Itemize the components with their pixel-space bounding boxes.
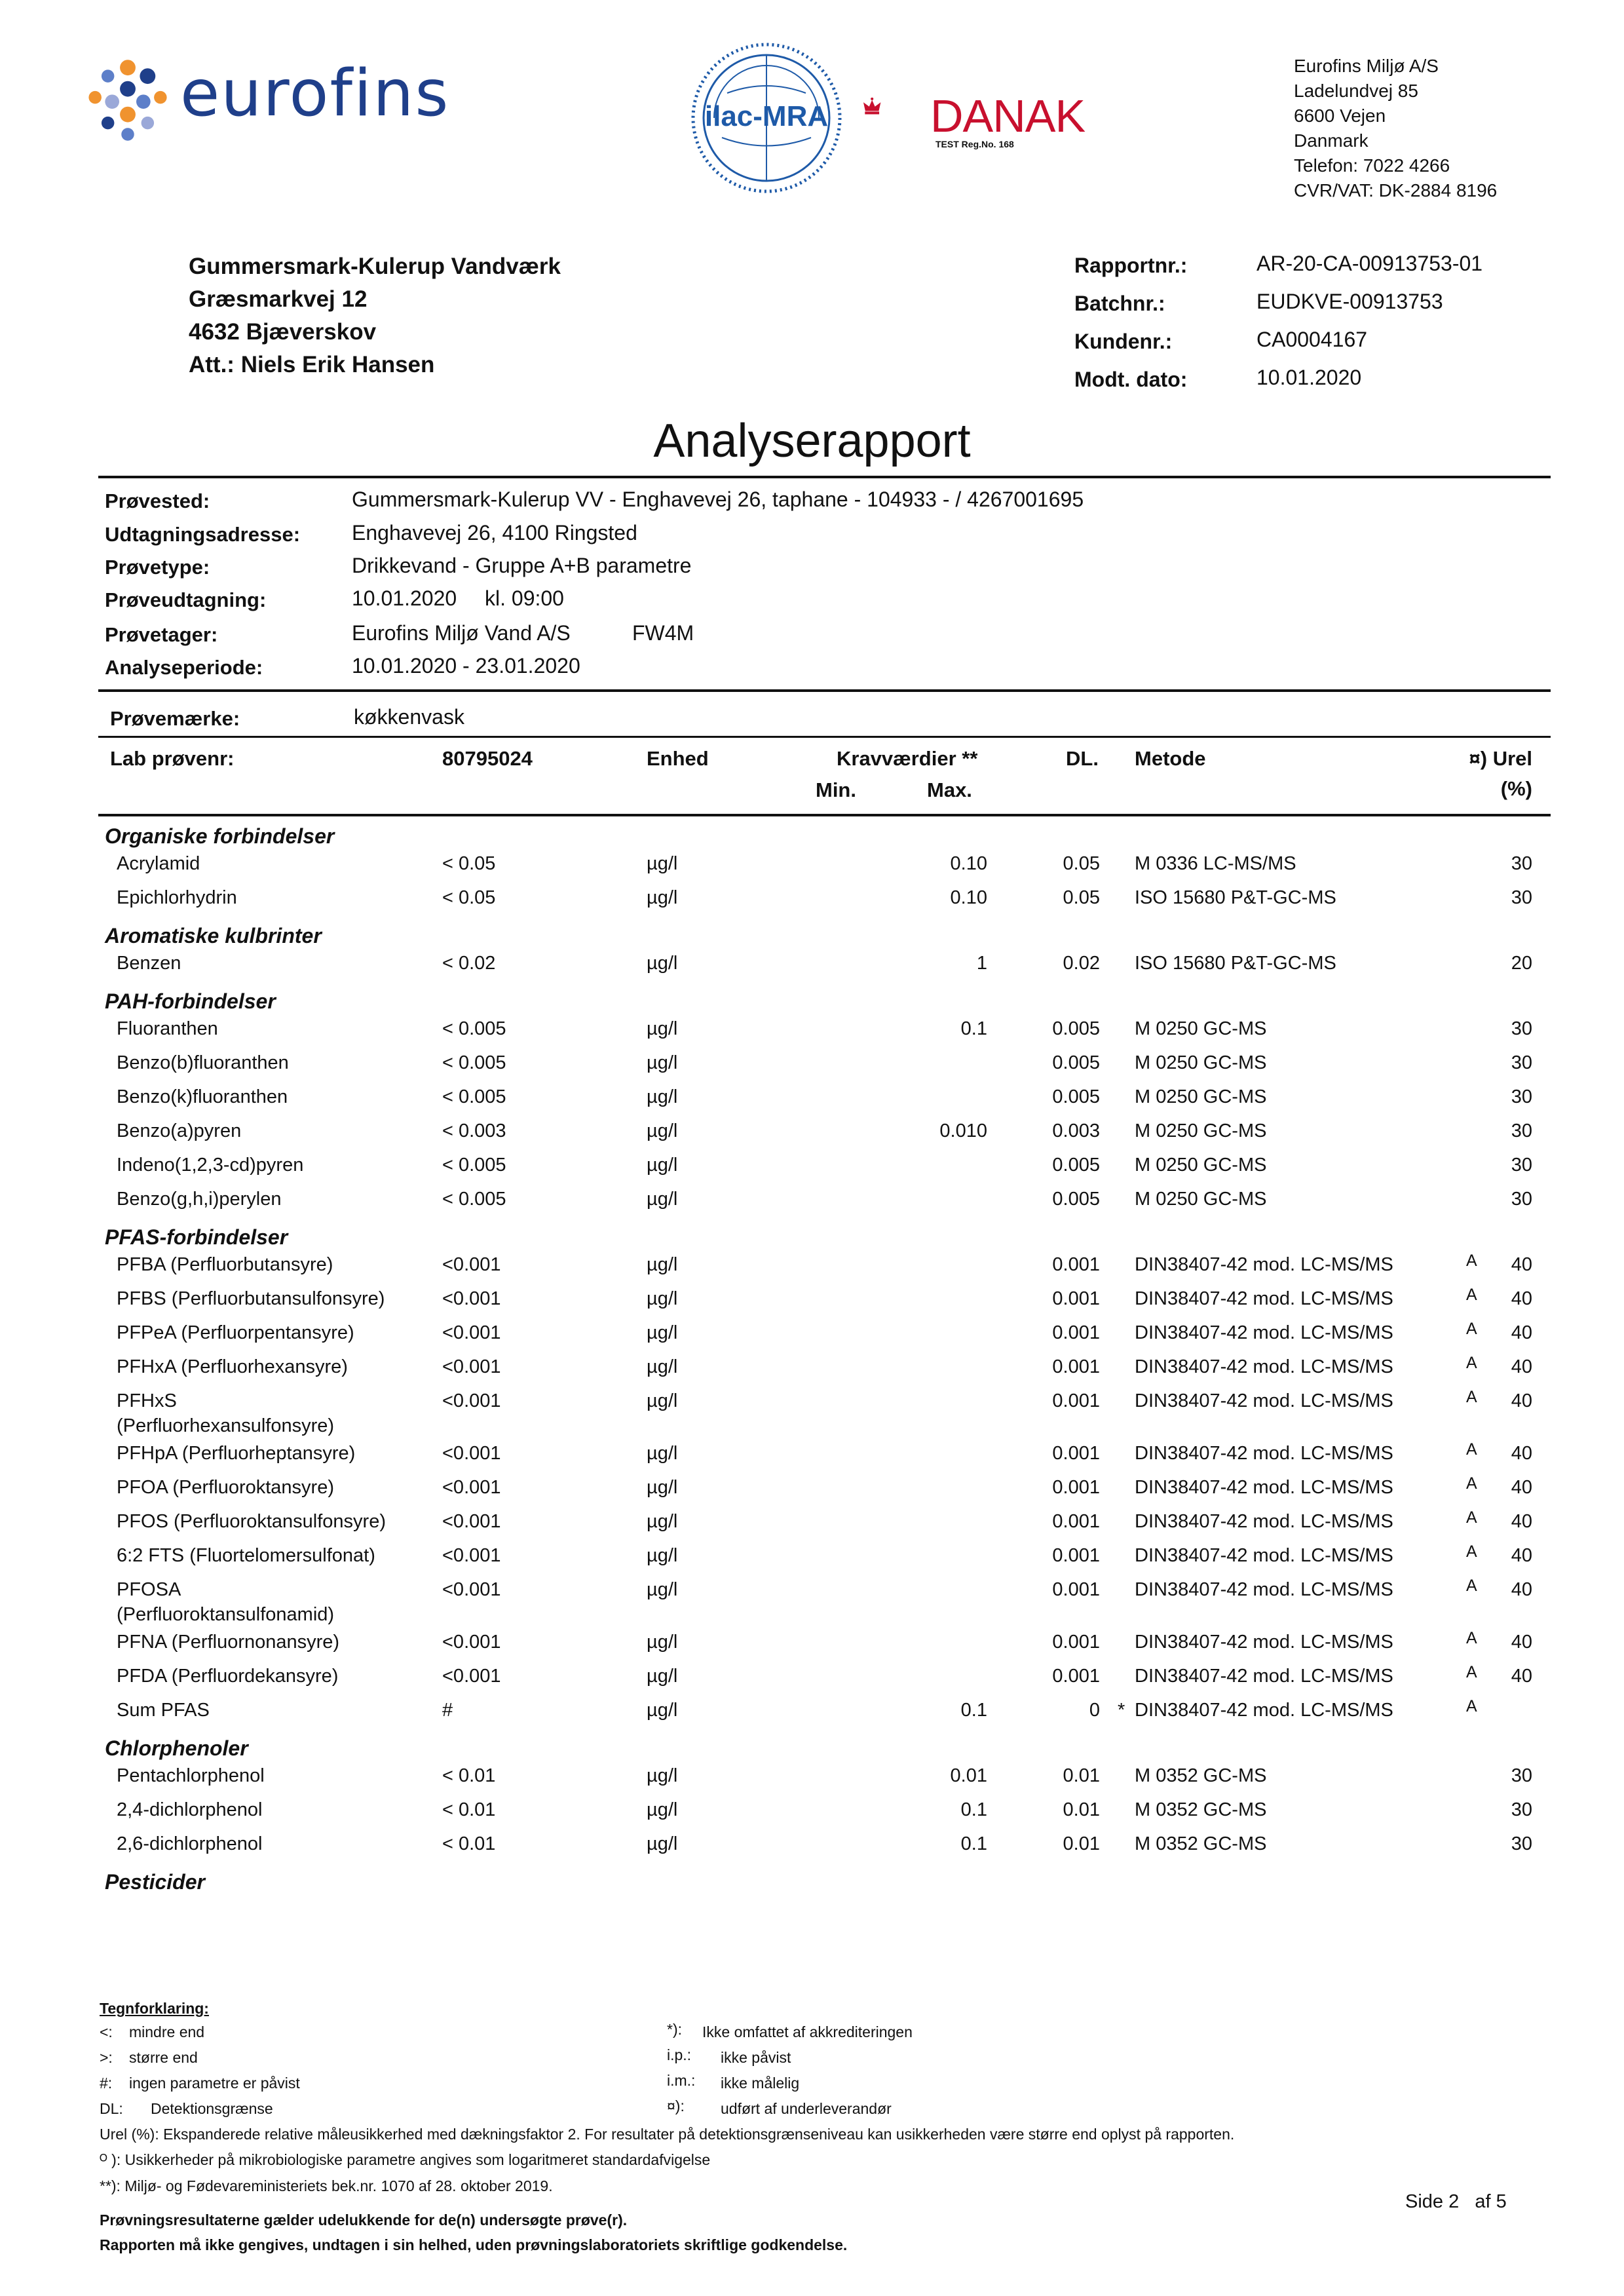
limits-header: Kravværdier ** (837, 747, 978, 770)
row-unit: µg/l (647, 1700, 678, 1721)
row-method: M 0250 GC-MS (1135, 1052, 1267, 1073)
row-unit: µg/l (647, 1155, 678, 1176)
row-name: PFOS (Perfluoroktansulfonsyre) (117, 1511, 386, 1532)
legend-text: ikke påvist (721, 2049, 791, 2066)
row-name: PFHxS (117, 1390, 177, 1411)
report-info-value: AR-20-CA-00913753-01 (1256, 252, 1483, 275)
row-method: DIN38407-42 mod. LC-MS/MS (1135, 1579, 1393, 1600)
row-urel: 40 (1511, 1322, 1532, 1343)
row-dl: 0.005 (1052, 1018, 1100, 1039)
legend-note: **): Miljø- og Fødevareministeriets bek.nr. 1070 af 28. oktober 2019. (100, 2177, 553, 2194)
legend-symbol: *): (667, 2021, 682, 2038)
row-value: < 0.005 (442, 1018, 506, 1039)
row-max: 0.1 (960, 1833, 987, 1854)
row-name: Benzo(a)pyren (117, 1120, 242, 1141)
row-unit: µg/l (647, 1579, 678, 1600)
min-header: Min. (816, 778, 856, 801)
row-value: < 0.05 (442, 853, 496, 874)
row-max: 0.01 (950, 1765, 987, 1786)
row-urel: 30 (1511, 1765, 1532, 1786)
row-dl: 0.005 (1052, 1189, 1100, 1210)
row-value: <0.001 (442, 1322, 501, 1343)
legend-bold-note: Prøvningsresultaterne gælder udelukkende for de(n) undersøgte prøve(r). (100, 2211, 628, 2229)
row-method: DIN38407-42 mod. LC-MS/MS (1135, 1545, 1393, 1566)
row-method: DIN38407-42 mod. LC-MS/MS (1135, 1322, 1393, 1343)
row-dl: 0.001 (1052, 1666, 1100, 1687)
sample-mark-value: køkkenvask (354, 705, 464, 729)
current-page: 2 (1448, 2191, 1460, 2212)
section-title: PAH-forbindelser (105, 989, 276, 1013)
row-unit: µg/l (647, 1189, 678, 1210)
sample-info-label: Prøvested: (105, 489, 210, 512)
row-method: M 0352 GC-MS (1135, 1765, 1267, 1786)
row-subcontractor: A (1466, 1629, 1477, 1647)
row-subcontractor: A (1466, 1508, 1477, 1527)
legend-symbol: i.m.: (667, 2072, 696, 2089)
row-dl: 0.01 (1063, 1833, 1100, 1854)
row-unit: µg/l (647, 1390, 678, 1411)
row-unit: µg/l (647, 1018, 678, 1039)
row-urel: 30 (1511, 1833, 1532, 1854)
row-name: PFOSA (117, 1579, 181, 1600)
ilac-label: ilac-MRA (704, 100, 829, 132)
section-title: Aromatiske kulbrinter (105, 924, 322, 947)
row-max: 1 (976, 953, 987, 974)
customer-line: Gummersmark-Kulerup Vandværk (189, 254, 561, 279)
row-name: Benzo(g,h,i)perylen (117, 1189, 282, 1210)
row-dl: 0.003 (1052, 1120, 1100, 1141)
sample-info-value: Drikkevand - Gruppe A+B parametre (352, 554, 692, 577)
row-unit: µg/l (647, 1322, 678, 1343)
row-urel: 40 (1511, 1632, 1532, 1653)
row-value: < 0.01 (442, 1833, 496, 1854)
row-method: M 0352 GC-MS (1135, 1833, 1267, 1854)
row-unit: µg/l (647, 1765, 678, 1786)
row-subcontractor: A (1466, 1286, 1477, 1304)
danak-crown-icon (861, 75, 927, 141)
row-unit: µg/l (647, 1086, 678, 1107)
row-name: Pentachlorphenol (117, 1765, 265, 1786)
row-subcontractor: A (1466, 1697, 1477, 1715)
report-info-value: CA0004167 (1256, 328, 1368, 351)
row-urel: 30 (1511, 1052, 1532, 1073)
legend-symbol: DL: (100, 2100, 123, 2117)
row-method: DIN38407-42 mod. LC-MS/MS (1135, 1700, 1393, 1721)
row-method: DIN38407-42 mod. LC-MS/MS (1135, 1254, 1393, 1275)
row-unit: µg/l (647, 1356, 678, 1377)
row-value: <0.001 (442, 1545, 501, 1566)
sample-info-label: Prøvetager: (105, 623, 218, 646)
row-subcontractor: A (1466, 1354, 1477, 1372)
row-subcontractor: A (1466, 1320, 1477, 1338)
row-dl: 0.01 (1063, 1799, 1100, 1820)
customer-line: Att.: Niels Erik Hansen (189, 352, 435, 377)
row-urel: 30 (1511, 887, 1532, 908)
row-name: Benzen (117, 953, 181, 974)
row-dl: 0.01 (1063, 1765, 1100, 1786)
row-unit: µg/l (647, 1511, 678, 1532)
row-urel: 40 (1511, 1356, 1532, 1377)
row-method: DIN38407-42 mod. LC-MS/MS (1135, 1390, 1393, 1411)
row-dl: 0.005 (1052, 1052, 1100, 1073)
row-value: < 0.01 (442, 1765, 496, 1786)
address-line: Telefon: 7022 4266 (1294, 155, 1450, 176)
row-value: < 0.005 (442, 1155, 506, 1176)
row-value: < 0.003 (442, 1120, 506, 1141)
row-urel: 30 (1511, 853, 1532, 874)
legend-text: ingen parametre er påvist (129, 2075, 300, 2092)
legend-text: ikke målelig (721, 2075, 800, 2092)
row-dl: 0.05 (1063, 887, 1100, 908)
sample-info-label: Analyseperiode: (105, 656, 263, 679)
row-urel: 40 (1511, 1511, 1532, 1532)
danak-reg-no: TEST Reg.No. 168 (935, 139, 1014, 149)
sample-info-value: Eurofins Miljø Vand A/S (352, 621, 571, 645)
address-line: Danmark (1294, 130, 1369, 151)
row-value: # (442, 1700, 453, 1721)
row-name: Sum PFAS (117, 1700, 210, 1721)
row-method: ISO 15680 P&T-GC-MS (1135, 887, 1336, 908)
urel-header: ¤) Urel (1469, 747, 1532, 770)
row-unit: µg/l (647, 1443, 678, 1464)
row-name: Fluoranthen (117, 1018, 218, 1039)
lab-no-label: Lab prøvenr: (110, 747, 235, 770)
sample-info-value: 10.01.2020 - 23.01.2020 (352, 654, 580, 678)
row-value: < 0.005 (442, 1189, 506, 1210)
row-value: <0.001 (442, 1254, 501, 1275)
row-value: <0.001 (442, 1632, 501, 1653)
row-dl: 0.001 (1052, 1322, 1100, 1343)
method-header: Metode (1135, 747, 1206, 770)
row-name-cont: (Perfluoroktansulfonamid) (117, 1604, 335, 1625)
legend-text: Ikke omfattet af akkrediteringen (702, 2023, 913, 2040)
row-name: Benzo(b)fluoranthen (117, 1052, 289, 1073)
row-value: <0.001 (442, 1288, 501, 1309)
row-unit: µg/l (647, 1833, 678, 1854)
row-name: PFBA (Perfluorbutansyre) (117, 1254, 333, 1275)
row-unit: µg/l (647, 1632, 678, 1653)
side-label: Side (1405, 2191, 1444, 2212)
address-line: CVR/VAT: DK-2884 8196 (1294, 180, 1498, 201)
row-name: PFHpA (Perfluorheptansyre) (117, 1443, 356, 1464)
unit-header: Enhed (647, 747, 709, 770)
of-label: af (1475, 2191, 1491, 2212)
legend-text: mindre end (129, 2023, 205, 2040)
row-subcontractor: A (1466, 1663, 1477, 1681)
row-value: < 0.005 (442, 1052, 506, 1073)
divider (98, 476, 1551, 478)
row-method: DIN38407-42 mod. LC-MS/MS (1135, 1356, 1393, 1377)
address-line: Eurofins Miljø A/S (1294, 56, 1439, 76)
row-dl: 0.02 (1063, 953, 1100, 974)
row-value: <0.001 (442, 1579, 501, 1600)
row-method: ISO 15680 P&T-GC-MS (1135, 953, 1336, 974)
legend-symbol: <: (100, 2023, 113, 2040)
row-subcontractor: A (1466, 1474, 1477, 1493)
row-subcontractor: A (1466, 1577, 1477, 1595)
row-dl: 0.001 (1052, 1390, 1100, 1411)
row-urel: 40 (1511, 1390, 1532, 1411)
row-method: M 0250 GC-MS (1135, 1120, 1267, 1141)
legend-symbol: ¤): (667, 2097, 685, 2114)
row-urel: 30 (1511, 1086, 1532, 1107)
row-unit: µg/l (647, 1288, 678, 1309)
row-name: PFOA (Perfluoroktansyre) (117, 1477, 334, 1498)
row-urel: 40 (1511, 1443, 1532, 1464)
legend-symbol: i.p.: (667, 2046, 692, 2063)
row-value: <0.001 (442, 1511, 501, 1532)
divider (98, 814, 1551, 816)
customer-line: Græsmarkvej 12 (189, 286, 368, 312)
total-pages: 5 (1496, 2191, 1507, 2212)
row-unit: µg/l (647, 1799, 678, 1820)
row-star: * (1118, 1700, 1125, 1721)
lab-address (1294, 54, 1497, 203)
max-header: Max. (927, 778, 972, 801)
row-name: 2,6-dichlorphenol (117, 1833, 263, 1854)
address-line: 6600 Vejen (1294, 105, 1386, 126)
urel-pct-header: (%) (1500, 777, 1532, 800)
address-line: Ladelundvej 85 (1294, 81, 1418, 101)
row-urel: 30 (1511, 1018, 1532, 1039)
legend-title: Tegnforklaring: (100, 2000, 209, 2017)
row-value: <0.001 (442, 1477, 501, 1498)
report-info-value: 10.01.2020 (1256, 366, 1362, 389)
eurofins-wordmark: eurofins (180, 56, 450, 131)
row-value: <0.001 (442, 1356, 501, 1377)
legend-text: Detektionsgrænse (151, 2100, 273, 2117)
row-value: < 0.01 (442, 1799, 496, 1820)
row-dl: 0.05 (1063, 853, 1100, 874)
row-method: DIN38407-42 mod. LC-MS/MS (1135, 1288, 1393, 1309)
row-urel: 30 (1511, 1155, 1532, 1176)
sample-info-label: Prøvetype: (105, 556, 210, 579)
row-value: < 0.02 (442, 953, 496, 974)
section-title: PFAS-forbindelser (105, 1225, 288, 1249)
row-unit: µg/l (647, 1254, 678, 1275)
dl-header: DL. (1066, 747, 1099, 770)
sample-info-label: Udtagningsadresse: (105, 523, 301, 546)
row-unit: µg/l (647, 1477, 678, 1498)
row-method: DIN38407-42 mod. LC-MS/MS (1135, 1632, 1393, 1653)
row-dl: 0.001 (1052, 1443, 1100, 1464)
row-urel: 40 (1511, 1545, 1532, 1566)
row-name: Indeno(1,2,3-cd)pyren (117, 1155, 304, 1176)
row-urel: 20 (1511, 953, 1532, 974)
legend-note: Urel (%): Ekspanderede relative måleusikkerhed med dækningsfaktor 2. For resultater på detektionsgrænseniveau kan usikkerheden være større end oplyst på rapporten. (100, 2126, 1235, 2143)
customer-line: 4632 Bjæverskov (189, 319, 377, 345)
row-name: 2,4-dichlorphenol (117, 1799, 263, 1820)
row-dl: 0.001 (1052, 1288, 1100, 1309)
row-unit: µg/l (647, 1052, 678, 1073)
row-unit: µg/l (647, 887, 678, 908)
row-method: M 0250 GC-MS (1135, 1086, 1267, 1107)
row-name: PFNA (Perfluornonansyre) (117, 1632, 340, 1653)
row-value: <0.001 (442, 1390, 501, 1411)
section-title: Chlorphenoler (105, 1736, 248, 1760)
row-unit: µg/l (647, 953, 678, 974)
row-name: PFPeA (Perfluorpentansyre) (117, 1322, 354, 1343)
report-info-label: Kundenr.: (1074, 330, 1173, 353)
row-value: < 0.05 (442, 887, 496, 908)
row-dl: 0.001 (1052, 1632, 1100, 1653)
row-urel: 40 (1511, 1666, 1532, 1687)
row-urel: 40 (1511, 1288, 1532, 1309)
row-method: M 0250 GC-MS (1135, 1155, 1267, 1176)
row-unit: µg/l (647, 1666, 678, 1687)
page-title: Analyserapport (653, 415, 971, 467)
row-subcontractor: A (1466, 1388, 1477, 1406)
row-max: 0.1 (960, 1018, 987, 1039)
row-name: PFHxA (Perfluorhexansyre) (117, 1356, 348, 1377)
divider (98, 736, 1551, 738)
legend-bold-note: Rapporten må ikke gengives, undtagen i sin helhed, uden prøvningslaboratoriets skriftlige godkendelse. (100, 2236, 848, 2253)
row-dl: 0.001 (1052, 1254, 1100, 1275)
legend-symbol: >: (100, 2049, 113, 2066)
row-max: 0.1 (960, 1700, 987, 1721)
row-unit: µg/l (647, 1120, 678, 1141)
danak-wordmark: DANAK (930, 90, 1086, 142)
row-subcontractor: A (1466, 1440, 1477, 1459)
eurofins-logo-icon (85, 58, 170, 143)
ilac-mra-seal-icon (688, 39, 845, 197)
row-name: PFDA (Perfluordekansyre) (117, 1666, 339, 1687)
section-title: Pesticider (105, 1870, 205, 1894)
legend-note: ᴼ ): Usikkerheder på mikrobiologiske parametre angives som logaritmeret standardafvigelse (100, 2151, 711, 2168)
report-info-label: Rapportnr.: (1074, 254, 1188, 277)
row-name: Acrylamid (117, 853, 200, 874)
customer-address (189, 250, 561, 381)
row-unit: µg/l (647, 853, 678, 874)
report-info-label: Modt. dato: (1074, 368, 1188, 391)
report-info-value: EUDKVE-00913753 (1256, 290, 1443, 313)
row-method: M 0250 GC-MS (1135, 1018, 1267, 1039)
row-dl: 0.001 (1052, 1356, 1100, 1377)
row-value: < 0.005 (442, 1086, 506, 1107)
row-dl: 0.005 (1052, 1155, 1100, 1176)
row-dl: 0 (1089, 1700, 1100, 1721)
page-number (1405, 2191, 1507, 2213)
row-urel: 40 (1511, 1477, 1532, 1498)
section-title: Organiske forbindelser (105, 824, 335, 848)
row-unit: µg/l (647, 1545, 678, 1566)
row-dl: 0.005 (1052, 1086, 1100, 1107)
row-method: DIN38407-42 mod. LC-MS/MS (1135, 1443, 1393, 1464)
sample-info-value: 10.01.2020 (352, 586, 457, 610)
row-max: 0.010 (939, 1120, 987, 1141)
row-subcontractor: A (1466, 1542, 1477, 1561)
row-max: 0.1 (960, 1799, 987, 1820)
row-urel: 30 (1511, 1189, 1532, 1210)
row-name: Benzo(k)fluoranthen (117, 1086, 288, 1107)
row-dl: 0.001 (1052, 1477, 1100, 1498)
row-dl: 0.001 (1052, 1545, 1100, 1566)
row-method: M 0250 GC-MS (1135, 1189, 1267, 1210)
sample-info-extra: kl. 09:00 (485, 586, 564, 610)
row-name: PFBS (Perfluorbutansulfonsyre) (117, 1288, 385, 1309)
row-method: M 0352 GC-MS (1135, 1799, 1267, 1820)
legend-text: større end (129, 2049, 198, 2066)
lab-no: 80795024 (442, 747, 533, 770)
row-method: M 0336 LC-MS/MS (1135, 853, 1296, 874)
report-info-label: Batchnr.: (1074, 292, 1165, 315)
row-max: 0.10 (950, 853, 987, 874)
sample-info-value: Enghavevej 26, 4100 Ringsted (352, 521, 637, 545)
sample-info-value: Gummersmark-Kulerup VV - Enghavevej 26, taphane - 104933 - / 4267001695 (352, 488, 1084, 511)
row-dl: 0.001 (1052, 1579, 1100, 1600)
sample-mark-label: Prøvemærke: (110, 707, 240, 730)
legend-text: udført af underleverandør (721, 2100, 892, 2117)
row-urel: 40 (1511, 1579, 1532, 1600)
row-urel: 40 (1511, 1254, 1532, 1275)
row-name-cont: (Perfluorhexansulfonsyre) (117, 1415, 335, 1436)
row-name: Epichlorhydrin (117, 887, 237, 908)
sample-info-extra: FW4M (632, 621, 694, 645)
row-method: DIN38407-42 mod. LC-MS/MS (1135, 1477, 1393, 1498)
row-name: 6:2 FTS (Fluortelomersulfonat) (117, 1545, 375, 1566)
row-urel: 30 (1511, 1799, 1532, 1820)
row-max: 0.10 (950, 887, 987, 908)
row-method: DIN38407-42 mod. LC-MS/MS (1135, 1511, 1393, 1532)
row-urel: 30 (1511, 1120, 1532, 1141)
row-method: DIN38407-42 mod. LC-MS/MS (1135, 1666, 1393, 1687)
legend-symbol: #: (100, 2075, 113, 2092)
row-dl: 0.001 (1052, 1511, 1100, 1532)
row-value: <0.001 (442, 1443, 501, 1464)
sample-info-label: Prøveudtagning: (105, 588, 267, 611)
row-subcontractor: A (1466, 1252, 1477, 1270)
divider (98, 689, 1551, 692)
row-value: <0.001 (442, 1666, 501, 1687)
